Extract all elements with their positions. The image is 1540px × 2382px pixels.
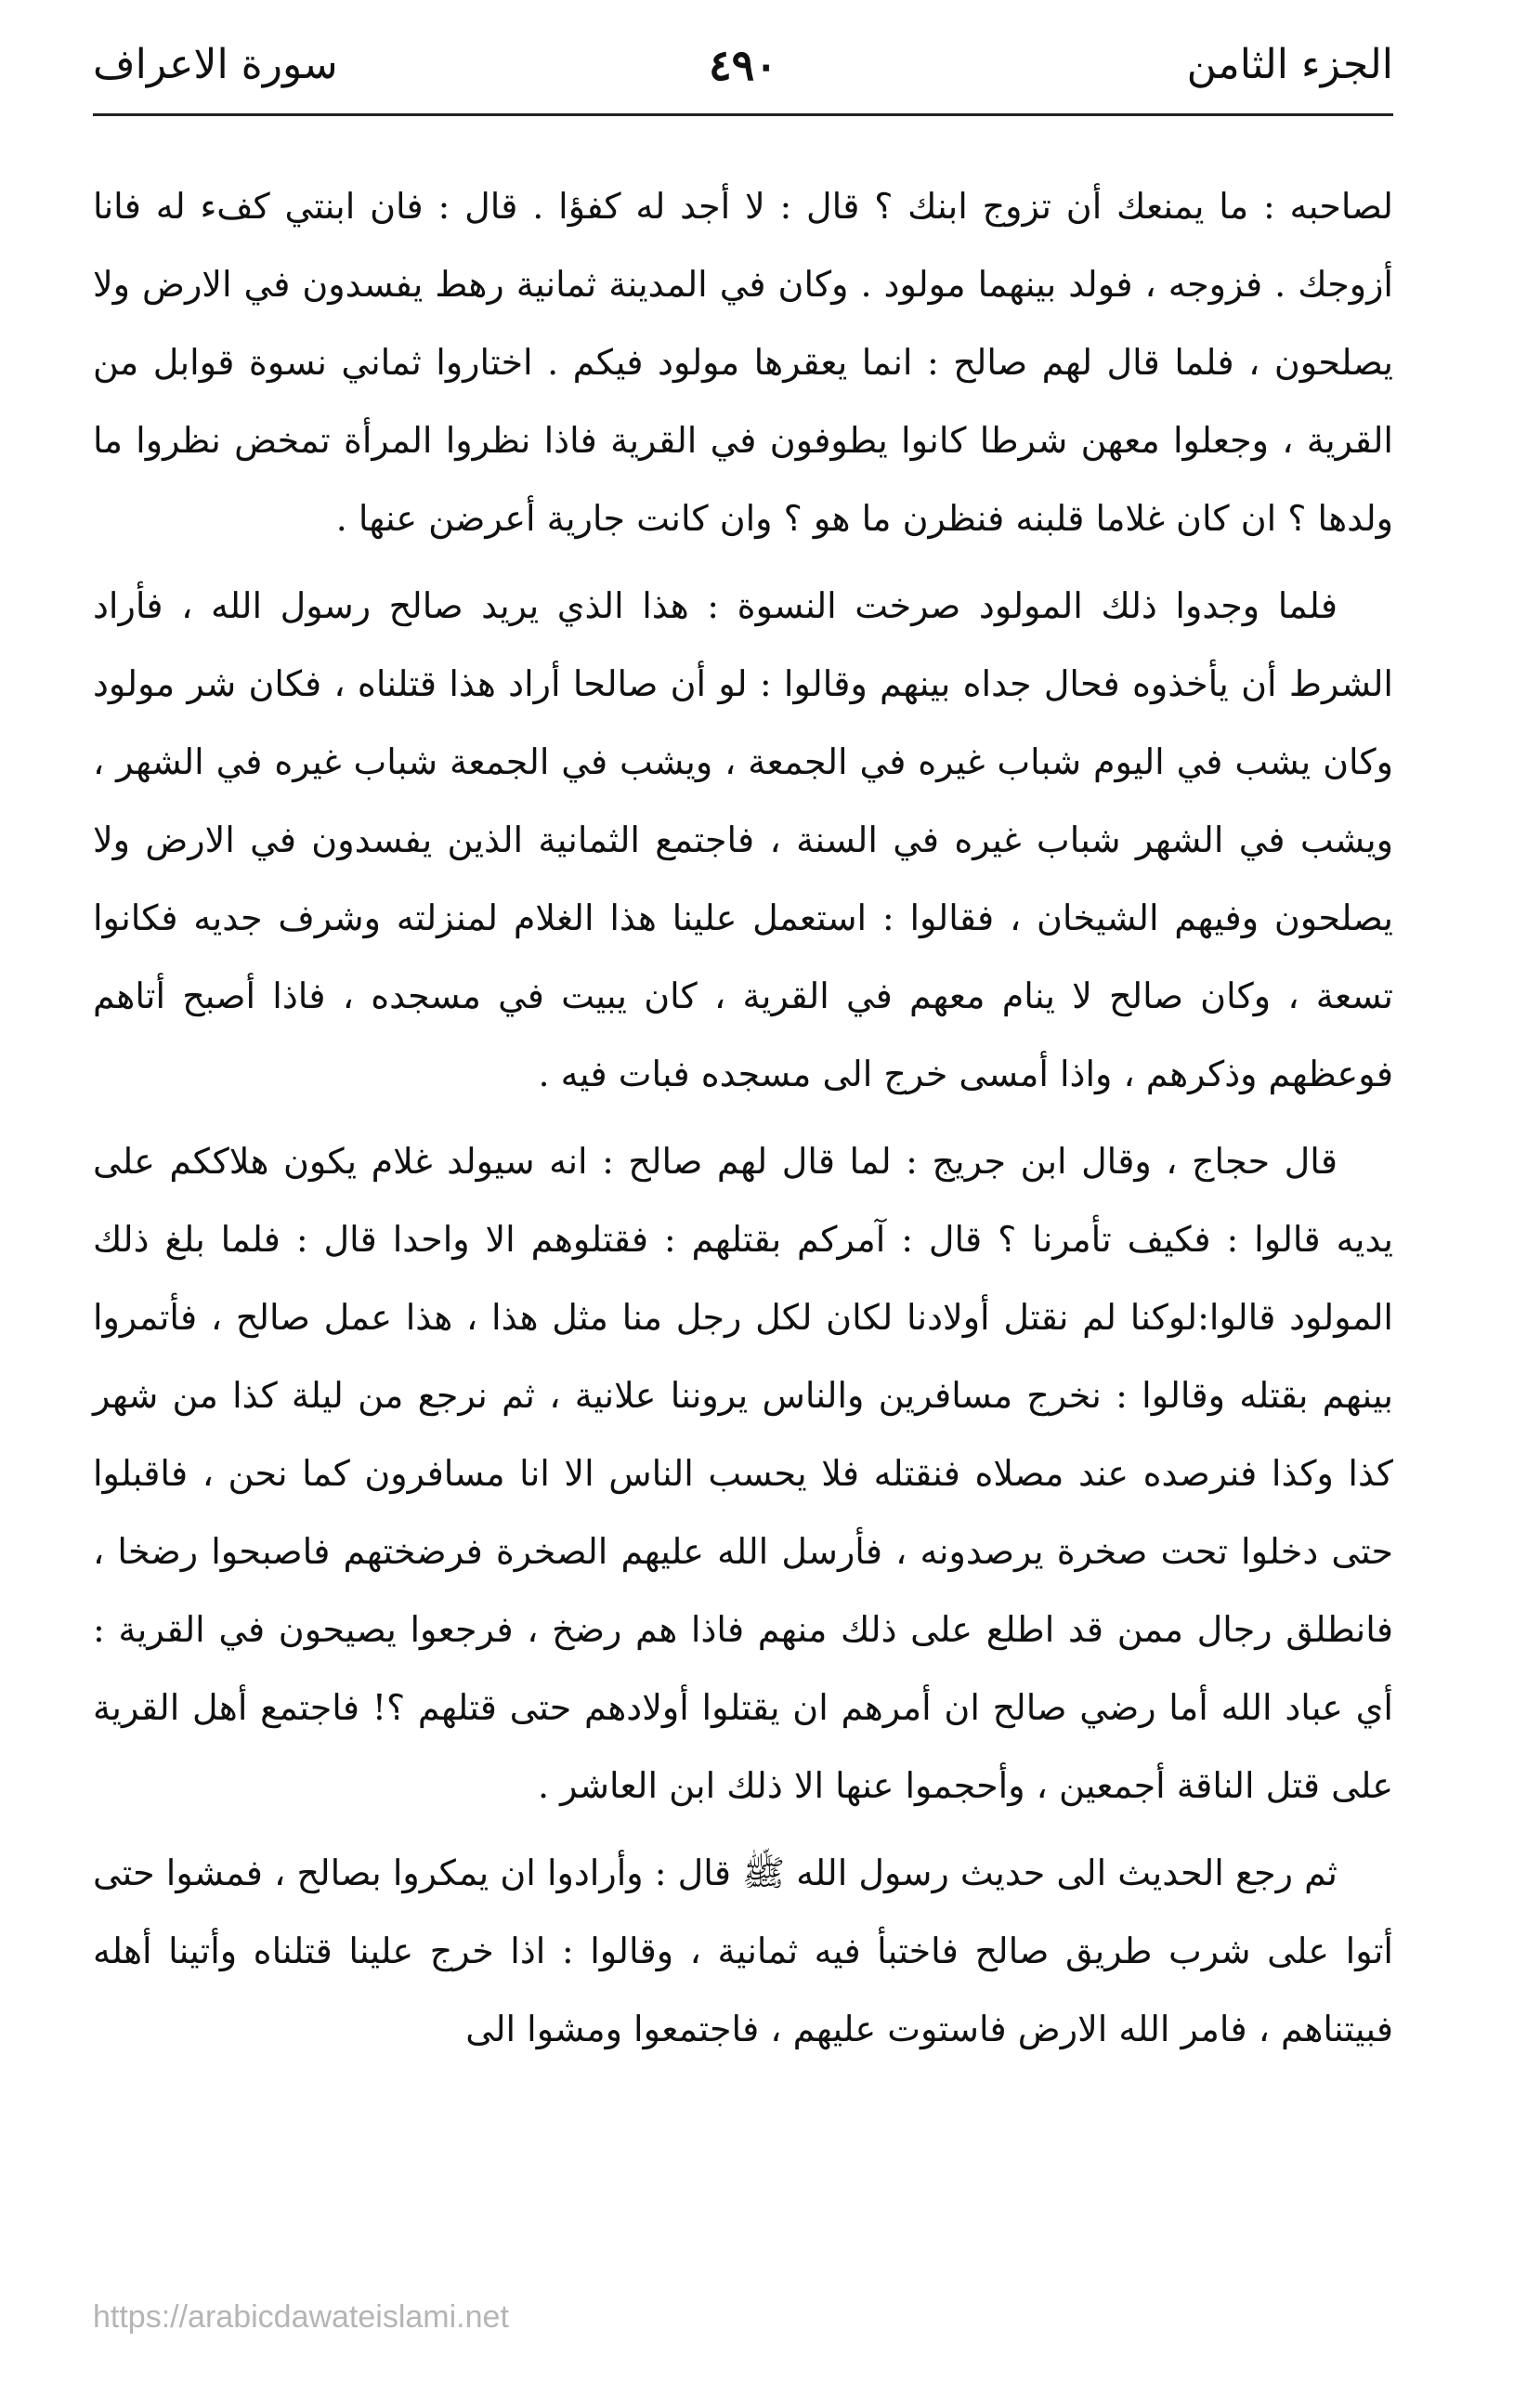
header-divider — [93, 113, 1393, 116]
page-header — [93, 28, 1393, 102]
page-number: ٤٩٠ — [708, 40, 778, 90]
document-page — [93, 0, 1393, 2382]
part-title: الجزء الثامن — [1186, 41, 1393, 88]
paragraph-4: ثم رجع الحديث الى حديث رسول الله ﷺ قال : وأرادوا ان يمكروا بصالح ، فمشوا حتى أتوا على شرب طريق صالح فاختبأ فيه ثمانية ، وقالوا : اذا خرج علينا قتلناه وأتينا أهله فبيتناهم ، فامر الله الارض فاستوت عليهم ، فاجتمعوا ومشوا الى — [93, 1852, 1393, 2049]
body-text — [93, 167, 1393, 2077]
paragraph-2: فلما وجدوا ذلك المولود صرخت النسوة : هذا الذي يريد صالح رسول الله ، فأراد الشرط أن يأخذوه فحال جداه بينهم وقالوا : لو أن صالحا أراد هذا قتلناه ، فكان شر مولود وكان يشب في اليوم شباب غيره في الجمعة ، ويشب في الجمعة شباب غيره في الشهر ، ويشب في الشهر شباب غيره في السنة ، فاجتمع الثمانية الذين يفسدون في الارض ولا يصلحون وفيهم الشيخان ، فقالوا : استعمل علينا هذا الغلام لمنزلته وشرف جديه فكانوا تسعة ، وكان صالح لا ينام معهم في القرية ، كان يبيت في مسجده ، فاذا أصبح أتاهم فوعظهم وذكرهم ، واذا أمسى خرج الى مسجده فبات فيه . — [93, 585, 1393, 1094]
surah-title: سورة الاعراف — [93, 41, 338, 88]
watermark-url: https://arabicdawateislami.net — [93, 2299, 509, 2335]
paragraph-3: قال حجاج ، وقال ابن جريج : لما قال لهم صالح : انه سيولد غلام يكون هلاككم على يديه قالوا : فكيف تأمرنا ؟ قال : آمركم بقتلهم : فقتلوهم الا واحدا قال : فلما بلغ ذلك المولود قالوا:لوكنا لم نقتل أولادنا لكان لكل رجل منا مثل هذا ، هذا عمل صالح ، فأتمروا بينهم بقتله وقالوا : نخرج مسافرين والناس يروننا علانية ، ثم نرجع من ليلة كذا من شهر كذا وكذا فنرصده عند مصلاه فنقتله فلا يحسب الناس الا انا مسافرون كما نحن ، فاقبلوا حتى دخلوا تحت صخرة يرصدونه ، فأرسل الله عليهم الصخرة فرضختهم فاصبحوا رضخا ، فانطلق رجال ممن قد اطلع على ذلك منهم فاذا هم رضخ ، فرجعوا يصيحون في القرية : أي عباد الله أما رضي صالح ان أمرهم ان يقتلوا أولادهم حتى قتلهم ؟! فاجتمع أهل القرية على قتل الناقة أجمعين ، وأحجموا عنها الا ذلك ابن العاشر . — [93, 1141, 1393, 1806]
paragraph-1: لصاحبه : ما يمنعك أن تزوج ابنك ؟ قال : لا أجد له كفؤا . قال : فان ابنتي كفء له فانا أزوجك . فزوجه ، فولد بينهما مولود . وكان في المدينة ثمانية رهط يفسدون في الارض ولا يصلحون ، فلما قال لهم صالح : انما يعقرها مولود فيكم . اختاروا ثماني نسوة قوابل من القرية ، وجعلوا معهن شرطا كانوا يطوفون في القرية فاذا نظروا المرأة تمخض نظروا ما ولدها ؟ ان كان غلاما قلبنه فنظرن ما هو ؟ وان كانت جارية أعرضن عنها . — [93, 186, 1393, 539]
